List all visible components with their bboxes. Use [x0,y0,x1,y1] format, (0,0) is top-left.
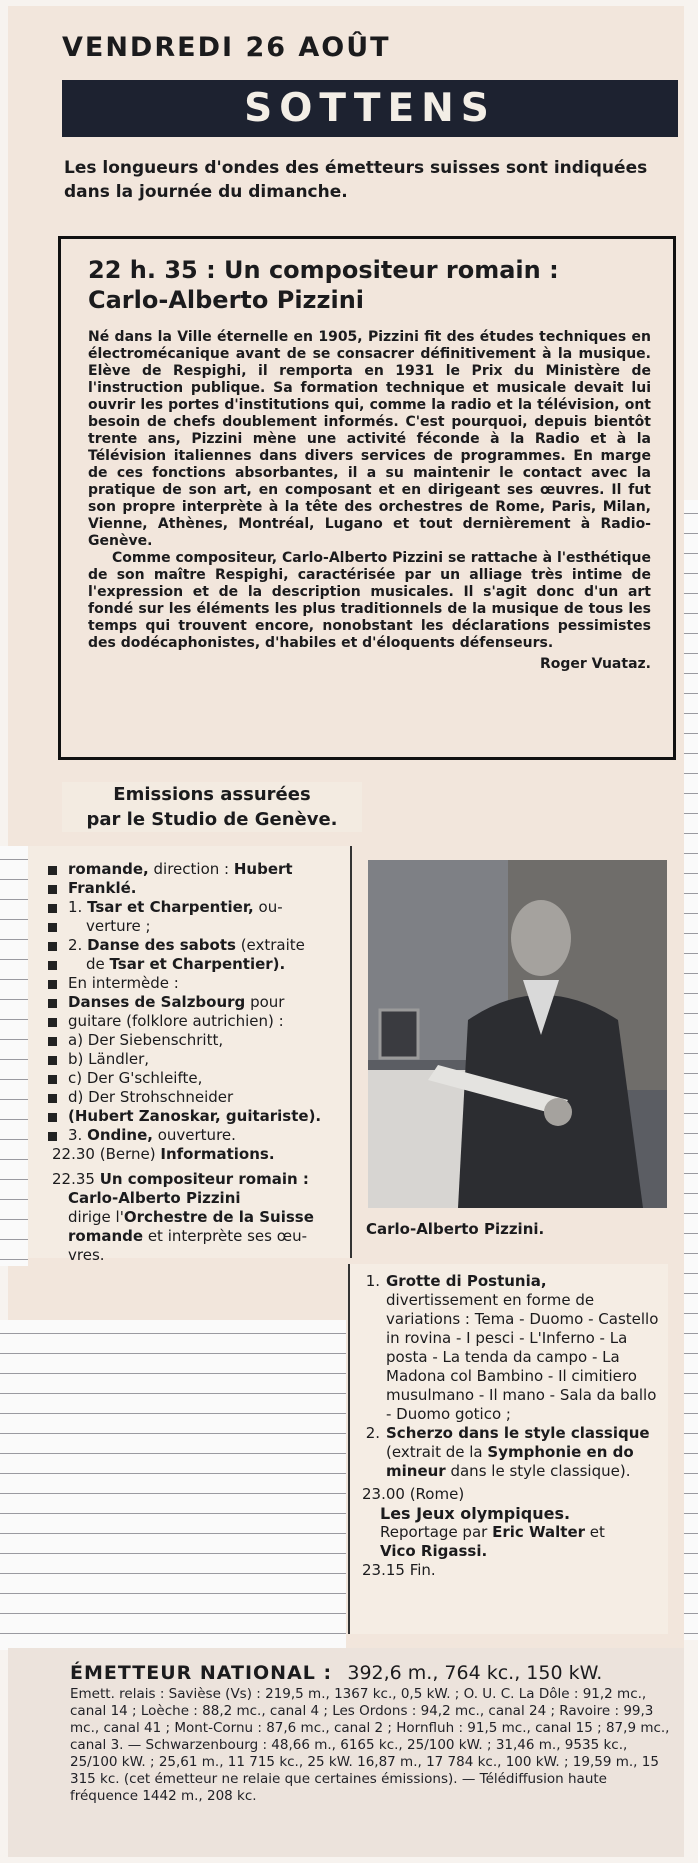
program-line: vres. [68,1246,105,1264]
program-line: 22.30 (Berne) Informations. [52,1145,275,1163]
program-line: Reportage par Eric Walter et [380,1523,605,1541]
bullet-icon [48,1018,57,1027]
program-line: de Tsar et Charpentier). [86,955,286,973]
feature-title [88,255,651,315]
program-line: Franklé. [68,879,137,897]
transmitter-details: Emett. relais : Savièse (Vs) : 219,5 m., 1367 kc., 0,5 kW. ; O. U. C. La Dôle : 91,2 mc., canal 14 ; Loèche : 88,2 mc., canal 4 ; Les Ordons : 94,2 mc., canal 24 ; Ravoire : 99,3 mc., canal 41 ; Mont-Cornu : 87,6 mc., canal 2 ; Hornfluh : 91,5 mc., canal 15 ; 87,9 mc., canal 3. — Schwarzenbourg : 48,66 m., 6165 kc., 25/100 kW. ; 31,46 m., 9535 kc., 25/100 kW. ; 25,61 m., 11 715 kc., 25 kW. 16,87 m., 17 784 kc., 100 kW. ; 19,59 m., 15 315 kc. (cet émetteur ne relaie que certaines émissions). — Télédiffusion haute fréquence 1442 m., 208 kc. [70,1686,670,1804]
program-line: guitare (folklore autrichien) : [68,1012,284,1030]
bullet-icon [48,923,57,932]
program-right-column [348,1264,668,1634]
bullet-icon [48,1113,57,1122]
bullet-icon [48,885,57,894]
portrait-photo [368,860,667,1208]
national-transmitter-heading: ÉMETTEUR NATIONAL : 392,6 m., 764 kc., 150 kW. [70,1662,603,1684]
portrait-illustration [368,860,667,1208]
bullet-icon [48,904,57,913]
feature-title-line2: Carlo-Alberto Pizzini [88,286,365,314]
feature-paragraph-2: Comme compositeur, Carlo-Alberto Pizzini se rattache à l'esthétique de son maître Respighi, caractérisée par un alliage très intime de l'expression et de la description musicales. Il s'agit donc d'un art fondé sur les éléments les plus traditionnels de la musique de tous les temps qui trouvent encore, nonobstant les déclarations pessimistes des dodécaphonistes, d'habiles et d'éloquents défenseurs. [88,550,651,651]
bullet-icon [48,942,57,951]
program-line: b) Ländler, [68,1050,150,1068]
program-line: romande, direction : Hubert [68,860,293,878]
feature-box [58,236,676,760]
emissions-line2: par le Studio de Genève. [86,809,338,830]
program-line: romande et interprète ses œu- [68,1227,307,1245]
program-left-column [28,846,352,1264]
transmitter-info [8,1648,684,1857]
feature-title-line1: 22 h. 35 : Un compositeur romain : [88,256,559,284]
bullet-icon [48,1056,57,1065]
date-heading: VENDREDI 26 AOÛT [62,32,391,63]
emissions-note [62,782,362,832]
program-line: 3. Ondine, ouverture. [68,1126,236,1144]
program-line: 22.35 Un compositeur romain : [52,1170,309,1188]
program-line: d) Der Strohschneider [68,1088,234,1106]
program-line: dirige l'Orchestre de la Suisse [68,1208,314,1226]
bullet-icon [48,1075,57,1084]
emissions-line1: Emissions assurées [113,784,311,805]
photo-caption: Carlo-Alberto Pizzini. [366,1220,545,1238]
bullet-icon [48,1132,57,1141]
program-line: a) Der Siebenschritt, [68,1031,224,1049]
program-line: (Hubert Zanoskar, guitariste). [68,1107,322,1125]
program-line: Vico Rigassi. [380,1542,488,1560]
feature-paragraph-1: Né dans la Ville éternelle en 1905, Pizzini fit des études techniques en électromécanique avant de se consacrer définitivement à la musique. Elève de Respighi, il remporta en 1931 le Prix du Ministère de l'instruction publique. Sa formation technique et musicale devait lui ouvrir les portes d'institutions qui, comme la radio et la télévision, ont besoin de chefs doublement informés. C'est pourquoi, depuis bientôt trente ans, Pizzini mène une activité féconde à la Radio et à la Télévision italiennes dans divers services de programmes. En marge de ces fonctions absorbantes, il a su maintenir le contact avec la pratique de son art, en composant et en dirigeant ses œuvres. Il fut son propre interprète à la tête des orchestres de Rome, Paris, Milan, Vienne, Athènes, Montréal, Lugano et tout dernièrement à Radio-Genève. [88,329,651,549]
station-banner: SOTTENS [62,80,678,137]
intro-note: Les longueurs d'ondes des émetteurs suisses sont indiquées dans la journée du dimanche. [64,158,648,202]
program-line: verture ; [86,917,151,935]
program-item: 2. Scherzo dans le style classique (extrait de la Symphonie en do mineur dans le style classique). [365,1424,650,1480]
program-time: 23.15 Fin. [362,1561,436,1579]
bullet-icon [48,999,57,1008]
program-line: En intermède : [68,974,179,992]
program-line: 1. Tsar et Charpentier, ou- [68,898,283,916]
program-time: 23.00 (Rome) [362,1485,465,1503]
bullet-icon [48,1094,57,1103]
program-line: Danses de Salzbourg pour [68,993,285,1011]
program-line: 2. Danse des sabots (extraite [68,936,305,954]
program-title: Les Jeux olympiques. [380,1504,571,1523]
ruled-margin-right [684,500,698,1640]
bullet-icon [48,961,57,970]
ruled-blank-area [0,1320,346,1650]
program-line: c) Der G'schleifte, [68,1069,203,1087]
feature-author: Roger Vuataz. [539,656,651,672]
bullet-icon [48,980,57,989]
program-item: 1. Grotte di Postunia, divertissement en forme de variations : Tema - Duomo - Castello in rovina - I pesci - L'Inferno - La posta - La tenda da campo - La Madona col Bambino - Il cimitiero musulmano - Il mano - Sala da ballo - Duomo gotico ; [365,1272,659,1423]
ruled-margin-left [0,846,28,1266]
bullet-icon [48,866,57,875]
bullet-icon [48,1037,57,1046]
program-line: Carlo-Alberto Pizzini [68,1189,241,1207]
